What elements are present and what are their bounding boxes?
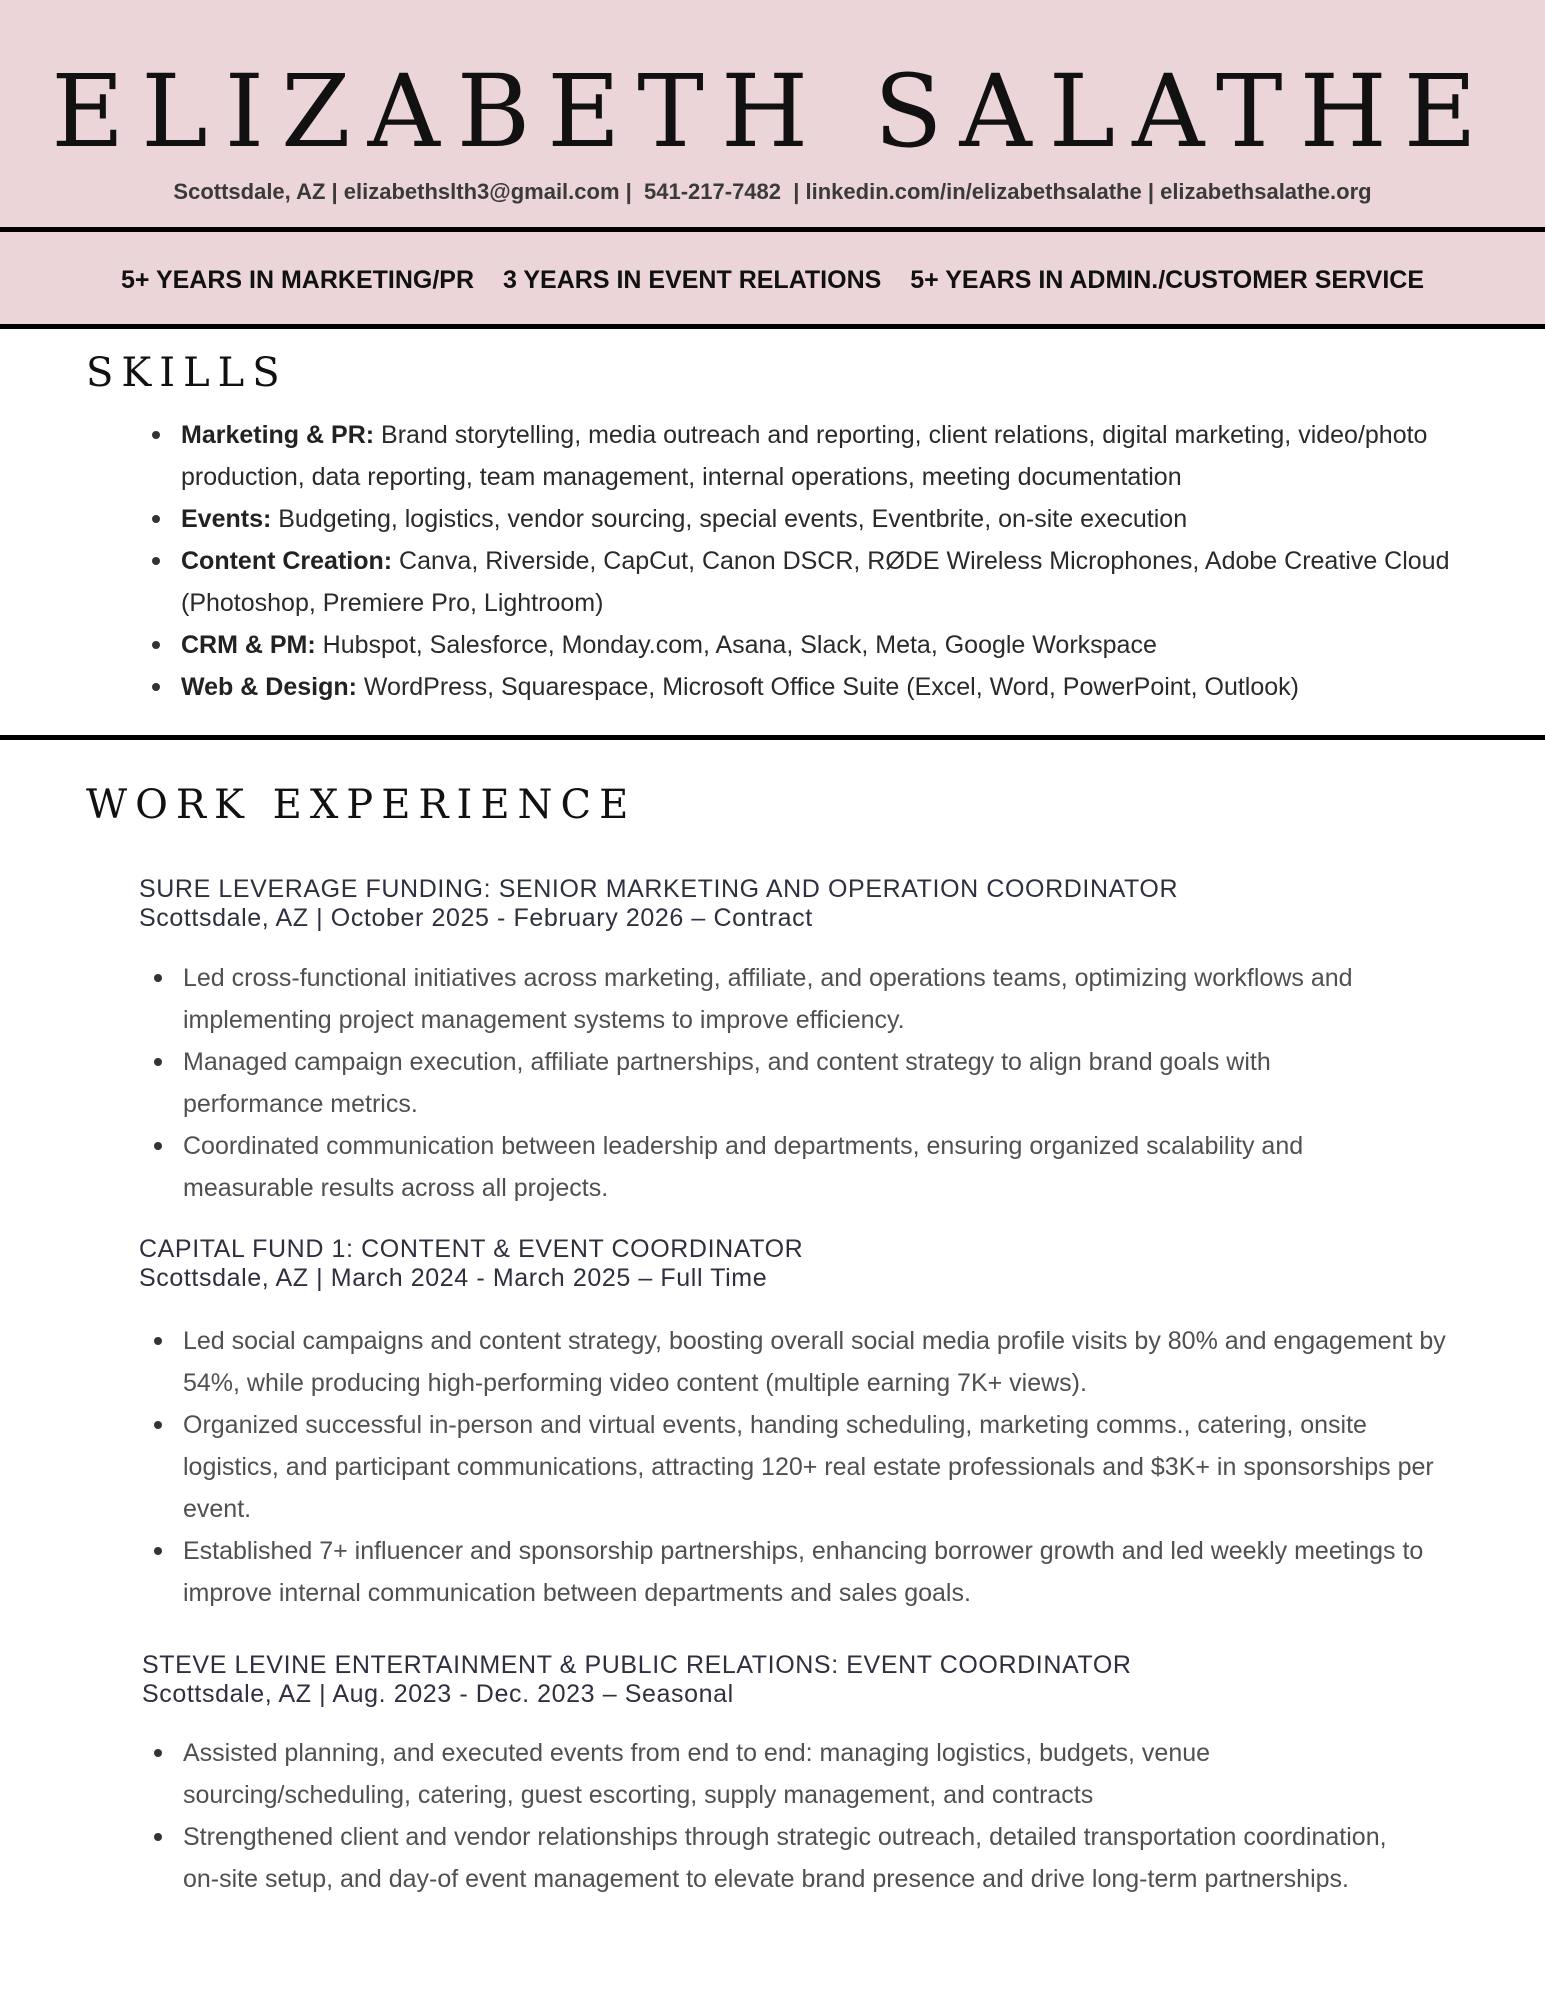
highlight-events: 3 YEARS IN EVENT RELATIONS [502, 266, 882, 294]
skills-heading: SKILLS [86, 350, 288, 396]
skill-label: Marketing & PR: [181, 421, 375, 449]
list-item: Managed campaign execution, affiliate partnerships, and content strategy to align brand goals with performance metrics. [183, 1041, 1413, 1125]
job-bullets [141, 1320, 1468, 1614]
skill-text: Canva, Riverside, CapCut, Canon DSCR, RØDE Wireless Microphones, Adobe Creative Cloud (Photoshop, Premiere Pro, Lightroom) [181, 547, 1450, 617]
skill-text: Budgeting, logistics, vendor sourcing, special events, Eventbrite, on-site execution [271, 505, 1188, 533]
list-item [181, 666, 1501, 708]
list-item: Established 7+ influencer and sponsorship partnerships, enhancing borrower growth and led weekly meetings to improve internal communication between departments and sales goals. [183, 1530, 1468, 1614]
list-item [181, 498, 1501, 540]
highlights-bar [0, 262, 1545, 298]
job-meta: Scottsdale, AZ | Aug. 2023 - Dec. 2023 – Seasonal [142, 1680, 734, 1708]
job-bullets [141, 957, 1413, 1209]
list-item: Led social campaigns and content strategy, boosting overall social media profile visits by 80% and engagement by 54%, while producing high-performing video content (multiple earning 7K+ views). [183, 1320, 1468, 1404]
highlight-admin: 5+ YEARS IN ADMIN./CUSTOMER SERVICE [910, 266, 1425, 294]
job-title: SURE LEVERAGE FUNDING: SENIOR MARKETING AND OPERATION COORDINATOR [139, 875, 1179, 903]
skill-label: Web & Design: [181, 673, 357, 701]
list-item: Coordinated communication between leadership and departments, ensuring organized scalability and measurable results across all projects. [183, 1125, 1413, 1209]
list-item: Organized successful in-person and virtual events, handing scheduling, marketing comms., catering, onsite logistics, and participant communications, attracting 120+ real estate professionals and $3K+ in sponsorships per event. [183, 1404, 1468, 1530]
skills-divider [0, 735, 1545, 740]
list-item [181, 624, 1501, 666]
job-title: STEVE LEVINE ENTERTAINMENT & PUBLIC RELATIONS: EVENT COORDINATOR [142, 1651, 1132, 1679]
contact-line: Scottsdale, AZ | elizabethslth3@gmail.com | 541-217-7482 | linkedin.com/in/elizabethsalathe | elizabethsalathe.org [173, 179, 1372, 204]
job-meta: Scottsdale, AZ | October 2025 - February 2026 – Contract [139, 904, 813, 932]
skills-list [139, 414, 1501, 708]
skill-label: Content Creation: [181, 547, 393, 575]
list-item: Assisted planning, and executed events from end to end: managing logistics, budgets, venue sourcing/scheduling, catering, guest escorting, supply management, and contracts [183, 1732, 1413, 1816]
candidate-name: ELIZABETH SALATHE [51, 53, 1494, 170]
header-divider [0, 227, 1545, 232]
experience-heading: WORK EXPERIENCE [86, 782, 637, 828]
skill-text: Brand storytelling, media outreach and reporting, client relations, digital marketing, video/photo production, data reporting, team management, internal operations, meeting documentation [181, 421, 1428, 491]
list-item [181, 414, 1501, 498]
skill-text: WordPress, Squarespace, Microsoft Office Suite (Excel, Word, PowerPoint, Outlook) [356, 673, 1299, 701]
job-title: CAPITAL FUND 1: CONTENT & EVENT COORDINATOR [139, 1235, 804, 1263]
skill-label: Events: [181, 505, 272, 533]
job-bullets [141, 1732, 1413, 1900]
list-item: Led cross-functional initiatives across marketing, affiliate, and operations teams, optimizing workflows and implementing project management systems to improve efficiency. [183, 957, 1413, 1041]
skill-text: Hubspot, Salesforce, Monday.com, Asana, Slack, Meta, Google Workspace [315, 631, 1157, 659]
skill-label: CRM & PM: [181, 631, 316, 659]
list-item [181, 540, 1501, 624]
list-item: Strengthened client and vendor relationships through strategic outreach, detailed transportation coordination, on-site setup, and day-of event management to elevate brand presence and drive long-term partnerships. [183, 1816, 1413, 1900]
highlights-divider [0, 324, 1545, 329]
job-meta: Scottsdale, AZ | March 2024 - March 2025 – Full Time [139, 1264, 768, 1292]
highlight-marketing: 5+ YEARS IN MARKETING/PR [120, 266, 475, 294]
